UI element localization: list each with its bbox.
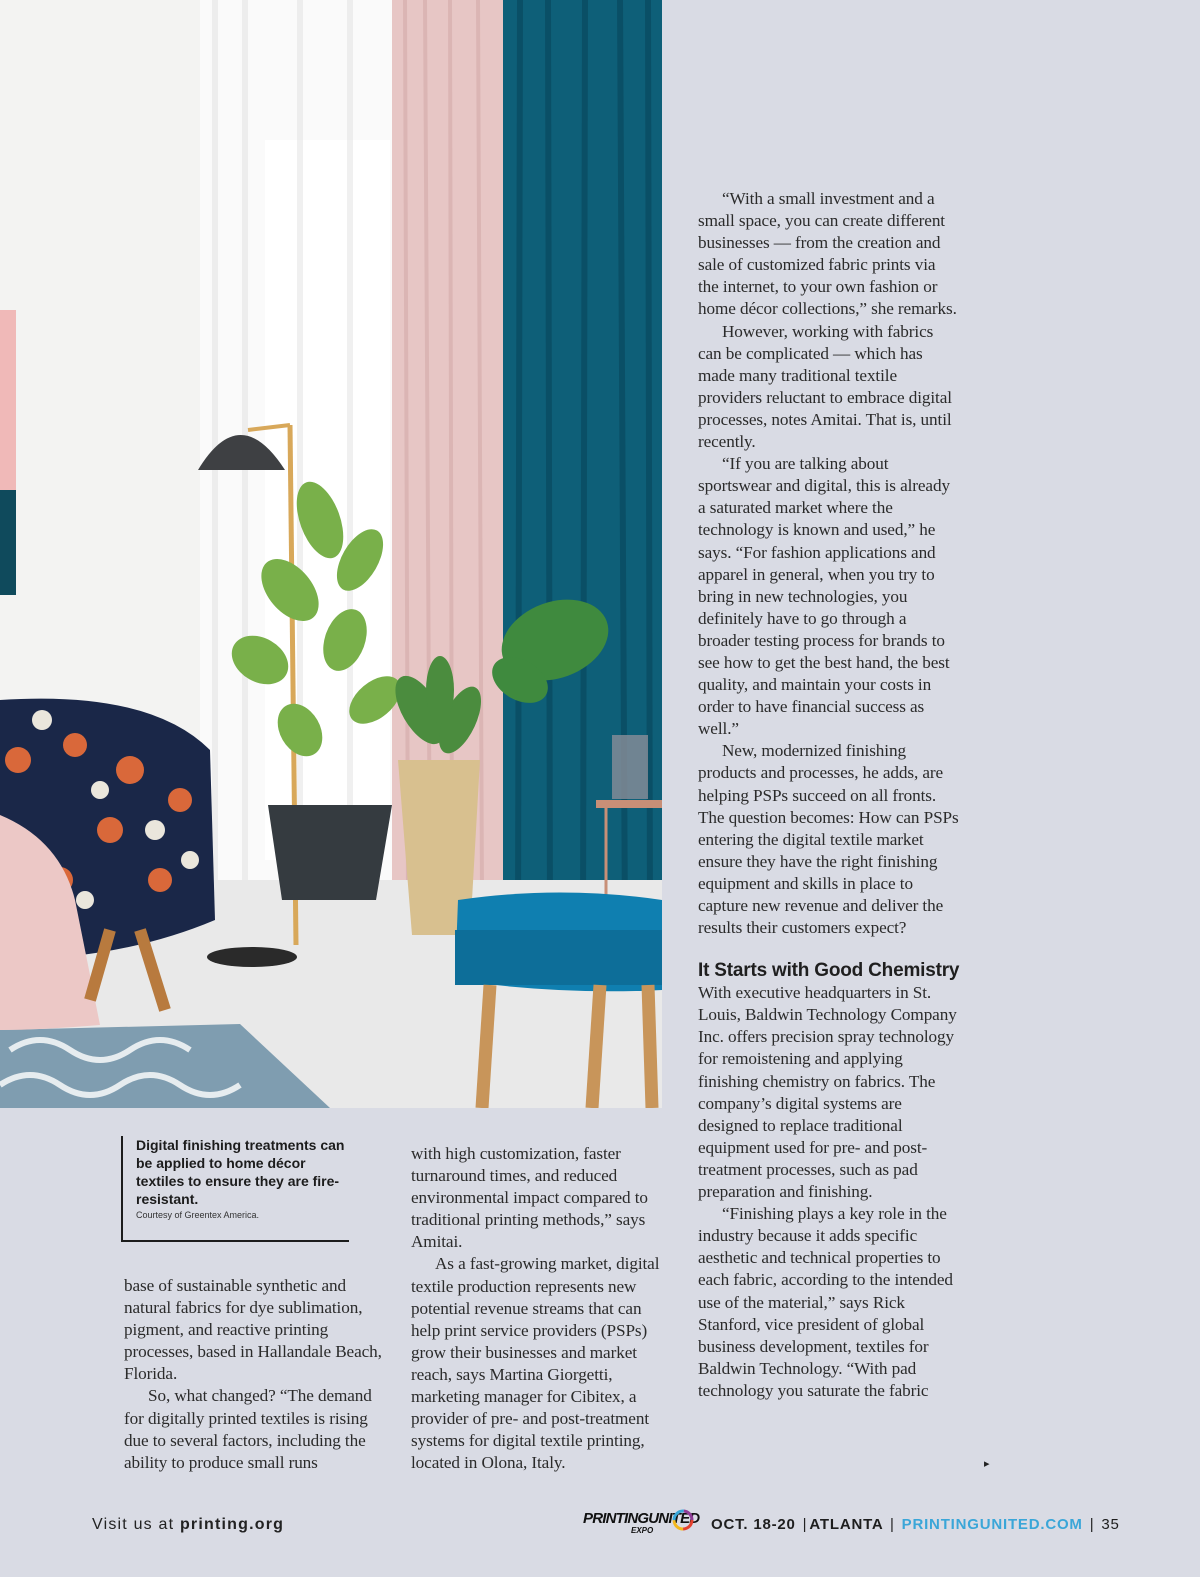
- section-heading: It Starts with Good Chemistry: [698, 960, 960, 982]
- paragraph: “If you are talking about sportswear and digital, this is already a saturated market where the technology is known and used,” he says. “For fashion applications and apparel in general, when you try to bring in new technologies, you definitely have to go through a broader testing process for brands to see how to get the best hand, the best quality, and maintain your costs in order to have financial success as well.”: [698, 454, 950, 739]
- paragraph: base of sustainable synthetic and natural fabrics for dye sublimation, pigment, and reactive printing processes, based in Hallandale Beach, Florida.: [124, 1276, 382, 1384]
- separator: |: [889, 1516, 895, 1533]
- event-dates: OCT. 18-20: [711, 1516, 796, 1533]
- footer-visit: [92, 1516, 284, 1534]
- printing-united-logo: [583, 1508, 701, 1540]
- logo-ring-icon: [671, 1508, 695, 1532]
- living-room-illustration: [0, 0, 662, 1108]
- visit-prefix: Visit us at: [92, 1516, 175, 1533]
- paragraph: with high customization, faster turnaround times, and reduced environmental impact compared to traditional printing methods,” says Amitai.: [411, 1144, 648, 1252]
- logo-sub: EXPO: [631, 1526, 654, 1535]
- article-column-2: [411, 1143, 673, 1474]
- event-url-link[interactable]: PRINTINGUNITED.COM: [901, 1516, 1083, 1533]
- hero-photo: [0, 0, 662, 1108]
- caption-title: Digital finishing treatments can be applied to home décor textiles to ensure they are fire-resistant.: [136, 1137, 345, 1207]
- paragraph: “With a small investment and a small space, you can create different businesses — from the creation and sale of customized fabric prints via the internet, to your own fashion or home décor collections,” she remarks.: [698, 189, 957, 319]
- paragraph: So, what changed? “The demand for digitally printed textiles is rising due to several factors, including the ability to produce small runs: [124, 1386, 372, 1472]
- paragraph: With executive headquarters in St. Louis, Baldwin Technology Company Inc. offers precision spray technology for remoistening and applying finishing chemistry on fabrics. The company’s digital systems are designed to replace traditional equipment used for pre- and post-treatment processes, such as pad preparation and finishing.: [698, 983, 957, 1202]
- logo-text: PRINTINGUNITED: [583, 1510, 700, 1527]
- article-column-3: [698, 188, 960, 1402]
- article-column-1: [124, 1275, 386, 1474]
- paragraph: As a fast-growing market, digital textile production represents new potential revenue streams that can help print service providers (PSPs) grow their businesses and market reach, says Martina Giorgetti, marketing manager for Cibitex, a provider of pre- and post-treatment systems for digital textile printing, located in Olona, Italy.: [411, 1254, 660, 1473]
- paragraph: However, working with fabrics can be complicated — which has made many traditional textile providers reluctant to embrace digital processes, notes Amitai. That is, until recently.: [698, 321, 952, 452]
- caption-credit: Courtesy of Greentex America.: [136, 1210, 260, 1220]
- photo-caption: [121, 1136, 349, 1242]
- page-number: 35: [1101, 1516, 1120, 1533]
- footer-event-info: [711, 1516, 1120, 1533]
- continue-arrow-icon: ▸: [984, 1457, 990, 1470]
- paragraph: New, modernized finishing products and processes, he adds, are helping PSPs succeed on all fronts. The question becomes: How can PSPs entering the digital textile market ensure they have the right finishing equipment and skills in place to capture new revenue and deliver the results their customers expect?: [698, 741, 959, 938]
- separator: |: [1089, 1516, 1095, 1533]
- page-footer: [0, 1508, 1200, 1544]
- paragraph: “Finishing plays a key role in the industry because it adds specific aesthetic and technical properties to each fabric, according to the intended use of the material,” says Rick Stanford, vice president of global business development, textiles for Baldwin Technology. “With pad technology you saturate the fabric: [698, 1204, 953, 1400]
- visit-site-link[interactable]: printing.org: [179, 1516, 285, 1533]
- event-city: ATLANTA: [809, 1516, 884, 1533]
- separator: |: [802, 1516, 808, 1533]
